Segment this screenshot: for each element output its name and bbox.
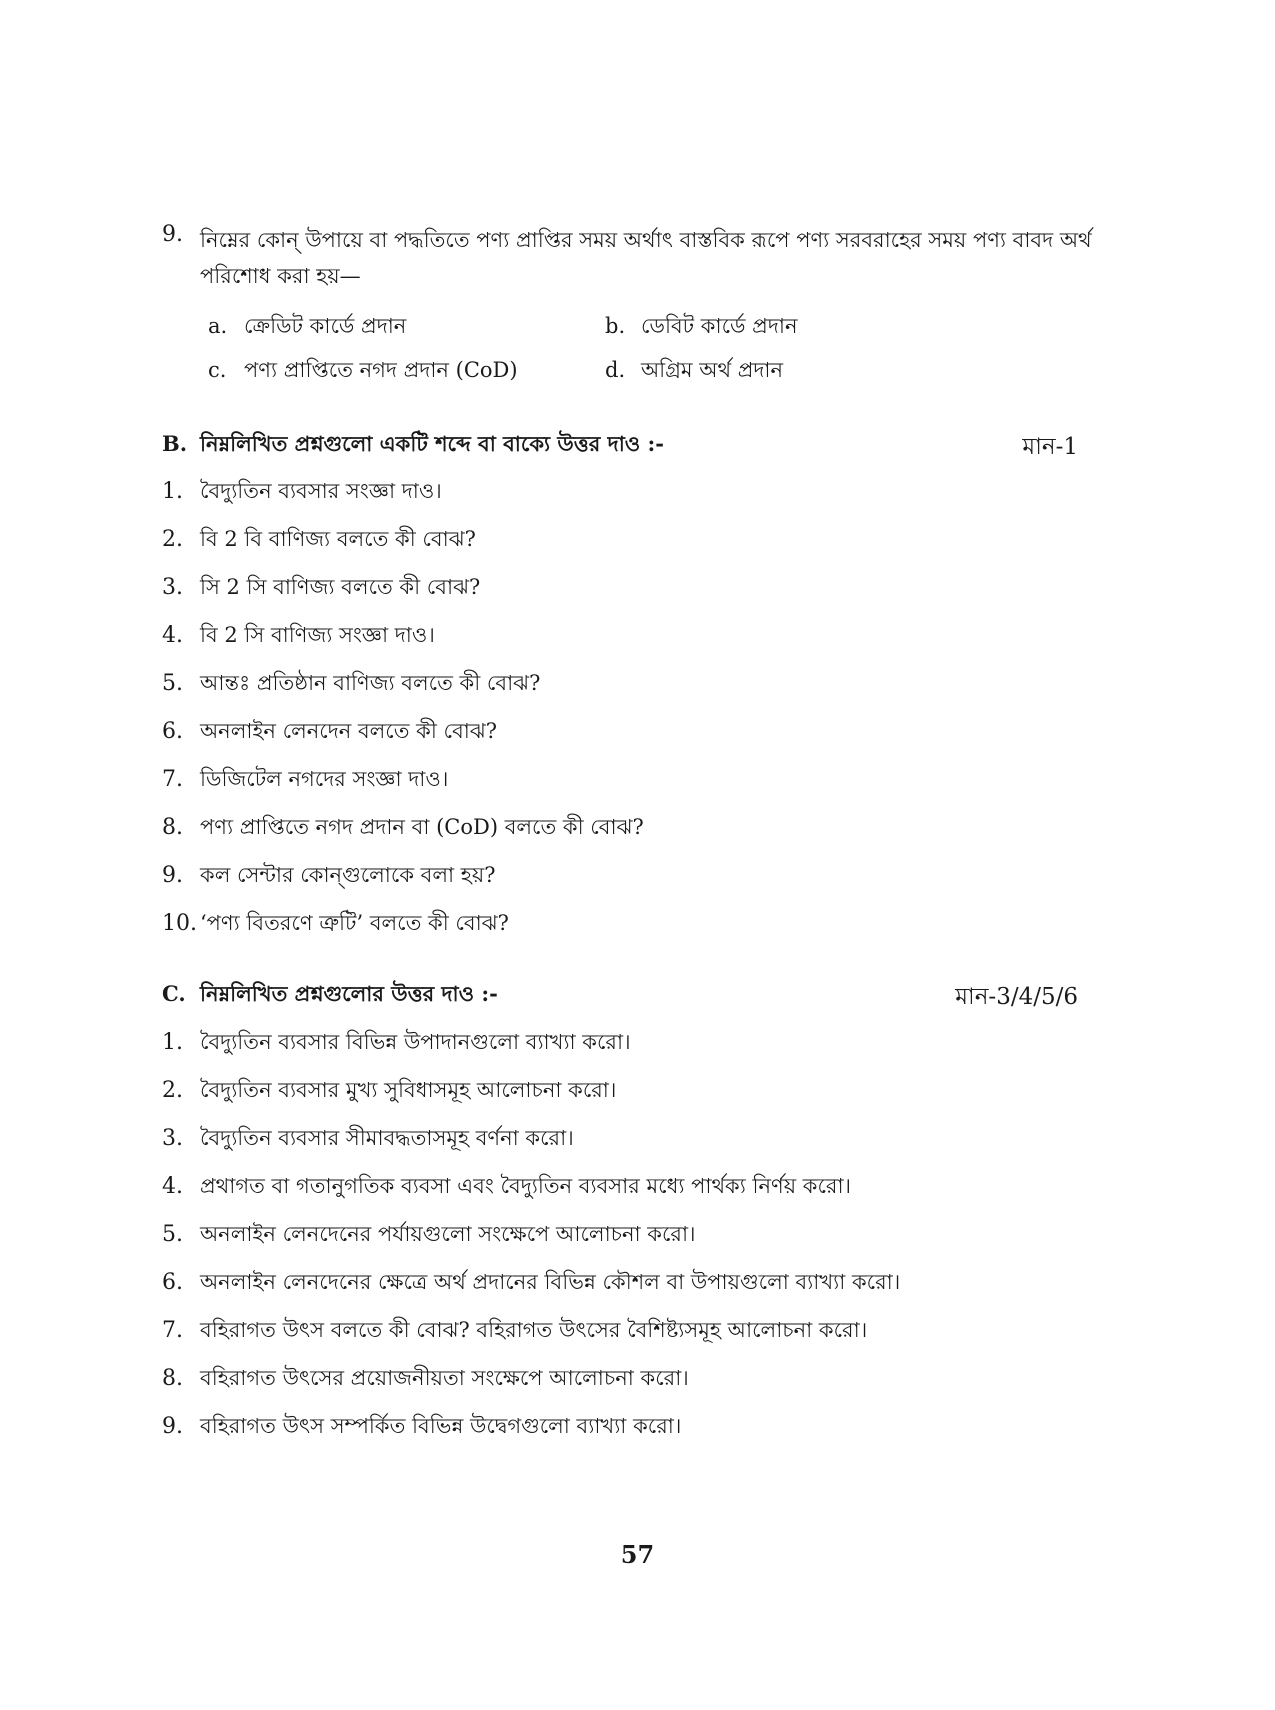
option-text: ক্রেডিট কার্ডে প্রদান [244, 314, 407, 338]
item-number: 5. [162, 671, 183, 696]
list-item [162, 715, 497, 750]
item-number: 1. [162, 1030, 183, 1055]
item-number: 6. [162, 1270, 183, 1295]
item-number: 6. [162, 719, 183, 744]
list-item [162, 523, 476, 558]
item-text: বহিরাগত উৎস বলতে কী বোঝ? বহিরাগত উৎসের বৈশিষ্ট্যসমূহ আলোচনা করো। [200, 1318, 868, 1342]
list-item [162, 571, 480, 606]
item-text: ডিজিটেল নগদের সংজ্ঞা দাও। [200, 767, 449, 791]
list-item [162, 1122, 574, 1157]
item-text: বৈদ্যুতিন ব্যবসার সীমাবদ্ধতাসমূহ বর্ণনা করো। [200, 1126, 574, 1150]
item-number: 4. [162, 1174, 183, 1199]
item-number: 9. [162, 1414, 183, 1439]
list-item [162, 1410, 681, 1445]
item-text: বহিরাগত উৎস সম্পর্কিত বিভিন্ন উদ্বেগগুলো ব্যাখ্যা করো। [200, 1414, 682, 1438]
section-title: নিম্নলিখিত প্রশ্নগুলোর উত্তর দাও :- [200, 981, 498, 1006]
section-letter: C. [162, 981, 186, 1006]
question-number: 9. [162, 222, 183, 247]
item-text: বৈদ্যুতিন ব্যবসার মুখ্য সুবিধাসমূহ আলোচনা করো। [200, 1078, 617, 1102]
item-text: ‘পণ্য বিতরণে ত্রুটি’ বলতে কী বোঝ? [200, 911, 509, 935]
question-text: নিম্নের কোন্ উপায়ে বা পদ্ধতিতে পণ্য প্রাপ্তির সময় অর্থাৎ বাস্তবিক রূপে পণ্য সরবরাহের সময় পণ্য বাবদ অর্থ পরিশোধ করা হয়— [200, 228, 1092, 288]
item-number: 2. [162, 527, 183, 552]
item-number: 5. [162, 1222, 183, 1247]
list-item [162, 1314, 867, 1349]
item-text: সি 2 সি বাণিজ্য বলতে কী বোঝ? [200, 575, 481, 599]
option-text: পণ্য প্রাপ্তিতে নগদ প্রদান (CoD) [244, 358, 518, 382]
list-item [162, 907, 509, 942]
item-text: বি 2 সি বাণিজ্য সংজ্ঞা দাও। [200, 623, 435, 647]
page-number: 57 [620, 1540, 655, 1569]
item-text: বৈদ্যুতিন ব্যবসার সংজ্ঞা দাও। [200, 479, 442, 503]
item-number: 8. [162, 815, 183, 840]
item-text: প্রথাগত বা গতানুগতিক ব্যবসা এবং বৈদ্যুতিন ব্যবসার মধ্যে পার্থক্য নির্ণয় করো। [200, 1174, 852, 1198]
list-item [162, 619, 435, 654]
section-marks: মান-1 [1022, 434, 1078, 460]
item-number: 7. [162, 1318, 183, 1343]
item-text: বি 2 বি বাণিজ্য বলতে কী বোঝ? [200, 527, 476, 551]
list-item [162, 811, 644, 846]
section-letter: B. [162, 431, 188, 456]
option-a [208, 310, 406, 345]
list-item [162, 667, 540, 702]
option-c [208, 354, 518, 389]
option-d [605, 354, 783, 389]
option-text: ডেবিট কার্ডে প্রদান [641, 314, 798, 338]
list-item [162, 1170, 851, 1205]
item-number: 3. [162, 575, 183, 600]
item-number: 3. [162, 1126, 183, 1151]
item-text: বৈদ্যুতিন ব্যবসার বিভিন্ন উপাদানগুলো ব্যাখ্যা করো। [200, 1030, 631, 1054]
item-number: 1. [162, 479, 183, 504]
item-text: অনলাইন লেনদেনের ক্ষেত্রে অর্থ প্রদানের বিভিন্ন কৌশল বা উপায়গুলো ব্যাখ্যা করো। [200, 1270, 901, 1294]
item-text: অনলাইন লেনদেন বলতে কী বোঝ? [200, 719, 498, 743]
item-text: বহিরাগত উৎসের প্রয়োজনীয়তা সংক্ষেপে আলোচনা করো। [200, 1366, 689, 1390]
option-letter: a. [208, 314, 228, 338]
item-number: 10. [162, 911, 197, 936]
option-text: অগ্রিম অর্থ প্রদান [641, 358, 784, 382]
item-text: আন্তঃ প্রতিষ্ঠান বাণিজ্য বলতে কী বোঝ? [200, 671, 541, 695]
list-item [162, 763, 448, 798]
list-item [162, 1218, 696, 1253]
list-item [162, 1026, 631, 1061]
option-letter: c. [208, 358, 227, 382]
item-number: 8. [162, 1366, 183, 1391]
section-b-heading [162, 428, 1078, 463]
item-number: 9. [162, 863, 183, 888]
section-marks: মান-3/4/5/6 [955, 984, 1078, 1010]
item-number: 2. [162, 1078, 183, 1103]
list-item [162, 475, 442, 510]
item-text: কল সেন্টার কোন্গুলোকে বলা হয়? [200, 863, 496, 887]
list-item [162, 859, 495, 894]
item-number: 7. [162, 767, 183, 792]
item-text: পণ্য প্রাপ্তিতে নগদ প্রদান বা (CoD) বলতে কী বোঝ? [200, 815, 644, 839]
option-letter: d. [605, 358, 626, 382]
section-c-heading [162, 978, 1078, 1013]
section-title: নিম্নলিখিত প্রশ্নগুলো একটি শব্দে বা বাক্যে উত্তর দাও :- [200, 431, 665, 456]
item-text: অনলাইন লেনদেনের পর্যায়গুলো সংক্ষেপে আলোচনা করো। [200, 1222, 696, 1246]
list-item [162, 1074, 616, 1109]
list-item [162, 1362, 689, 1397]
option-b [605, 310, 797, 345]
option-letter: b. [605, 314, 626, 338]
question-9 [162, 222, 1092, 294]
item-number: 4. [162, 623, 183, 648]
list-item [162, 1266, 900, 1301]
